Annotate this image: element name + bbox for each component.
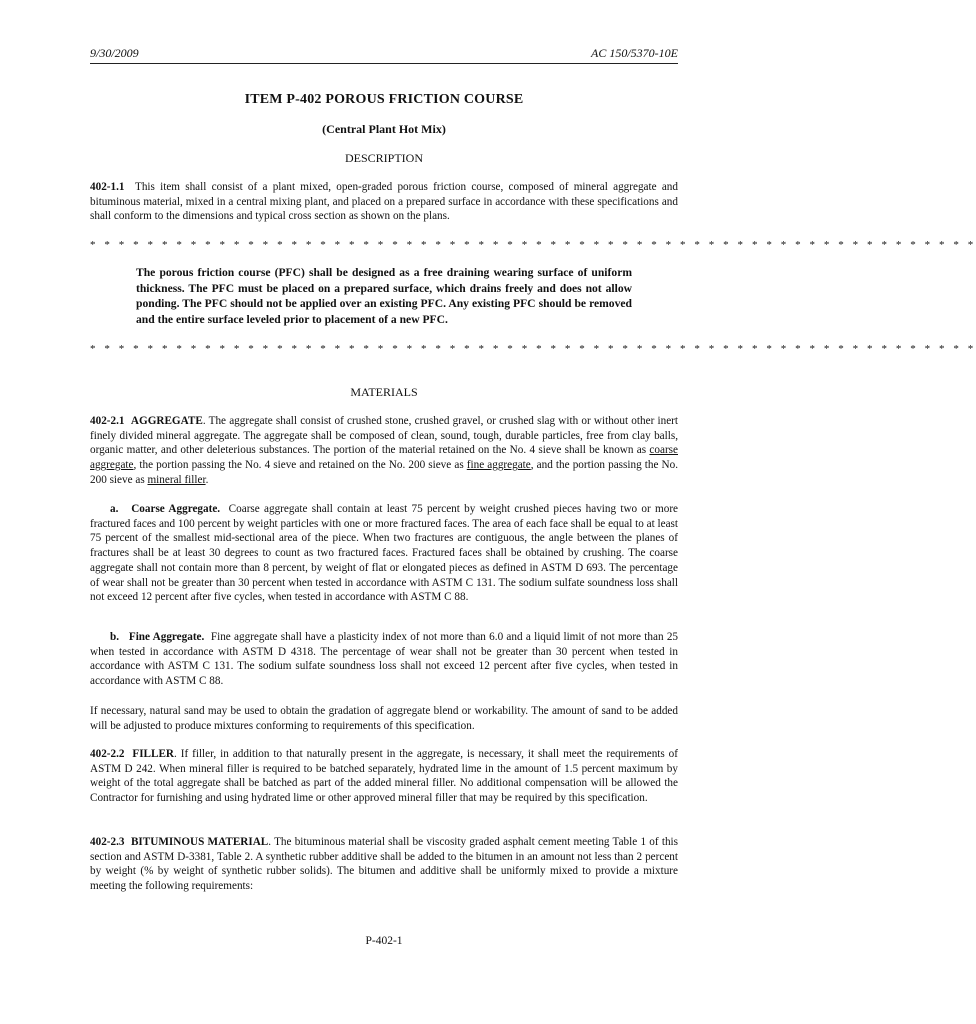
- paragraph-text: , the portion passing the No. 4 sieve and retained on the No. 200 sieve as: [133, 459, 467, 472]
- paragraph-402-2-2: [90, 747, 678, 806]
- header-rule: [90, 63, 678, 64]
- subitem-label: a.: [110, 503, 119, 515]
- paragraph-number: 402-2.2: [90, 748, 125, 760]
- header-date: 9/30/2009: [90, 46, 139, 60]
- item-title: ITEM P-402 POROUS FRICTION COURSE: [244, 92, 524, 107]
- separator-stars-top: * * * * * * * * * * * * * * * * * * * * * * * * * * * * * * * * * * * * * * * * * * * * * * * * * * * * * * * * * * * * * *: [90, 239, 976, 251]
- page-number: P-402-1: [365, 935, 403, 947]
- subitem-heading: Fine Aggregate.: [128, 631, 205, 643]
- subitem-heading: Coarse Aggregate.: [131, 503, 221, 515]
- paragraph-text: Coarse aggregate shall contain at least 75 percent by weight crushed pieces having two or more fractured faces and 100 percent by weight particles with one or more fractured faces. The area of each face shall be equal to at least 75 percent of the smallest mid-sectional area of the piece. When two fractures are contiguous, the angle between the planes of fractures shall be at least 30 degrees to count as two fractured faces. Fractured faces shall be obtained by crushing. The coarse aggregate shall not contain more than 8 percent, by weight of flat or elongated pieces as defined in ASTM D 693. The percentage of wear shall not be greater than 30 percent when tested in accordance with ASTM C 131. The sodium sulfate soundness loss shall not exceed 12 percent after five cycles, when tested in accordance with ASTM C 88.: [90, 503, 679, 604]
- paragraph-heading: FILLER: [132, 748, 175, 760]
- paragraph-number: 402-2.1: [90, 415, 125, 427]
- paragraph-number: 402-1.1: [90, 181, 125, 193]
- paragraph-402-2-3: [90, 835, 678, 894]
- paragraph-text: This item shall consist of a plant mixed, open-graded porous friction course, composed of mineral aggregate and bituminous material, mixed in a central mixing plant, and placed on a prepared surface in accordance with these specifications and shall conform to the dimensions and typical cross section as shown on the plans.: [90, 181, 678, 223]
- term-fine-aggregate: fine aggregate: [466, 459, 531, 472]
- paragraph-text: , and the portion passing the No. 200 sieve as: [90, 459, 679, 486]
- section-heading-materials: MATERIALS: [350, 385, 418, 399]
- paragraph-text: . The aggregate shall consist of crushed stone, crushed gravel, or crushed slag with or without other inert finely divided mineral aggregate. The aggregate shall be composed of clean, sound, tough, durable particles, free from clay balls, organic matter, and other deleterious substances. The portion of the material retained on the No. 4 sieve shall be known as: [90, 415, 679, 457]
- design-note: The porous friction course (PFC) shall be designed as a free draining wearing surface of uniform thickness. The PFC must be placed on a prepared surface, which drains freely and does not allow ponding. The PFC should not be applied over an existing PFC. Any existing PFC should be removed and the entire surface leveled prior to placement of a new PFC.: [136, 266, 632, 326]
- term-coarse-aggregate: coarse aggregate: [90, 444, 678, 472]
- paragraph-text: Fine aggregate shall have a plasticity index of not more than 6.0 and a liquid limit of not more than 25 when tested in accordance with ASTM D 4318. The percentage of wear shall not be greater than 30 percent when tested in accordance with ASTM C 131. The sodium sulfate soundness loss shall not exceed 12 percent after five cycles, when tested in accordance with ASTM C 88.: [90, 631, 679, 688]
- page-header: [90, 46, 678, 62]
- paragraph-402-2-1: [90, 414, 678, 488]
- section-heading-description: DESCRIPTION: [344, 151, 423, 165]
- subitem-label: b.: [110, 631, 120, 643]
- separator-stars-bottom: * * * * * * * * * * * * * * * * * * * * * * * * * * * * * * * * * * * * * * * * * * * * * * * * * * * * * * * * * * * * * *: [90, 343, 976, 355]
- paragraph-402-1-1: [90, 180, 678, 224]
- paragraph-text: . If filler, in addition to that naturally present in the aggregate, is necessary, it shall meet the requirements of ASTM D 242. When mineral filler is required to be batched separately, hydrated lime in the amount of 1.5 percent maximum by weight of the total aggregate shall be batched as part of the added mineral filler. No additional compensation will be allowed the Contractor for furnishing and using hydrated lime or other approved mineral filler that may be required by this specification.: [90, 748, 679, 805]
- header-doc-id: AC 150/5370-10E: [591, 46, 678, 60]
- paragraph-heading: BITUMINOUS MATERIAL: [130, 836, 269, 848]
- paragraph-fine-aggregate: [90, 630, 678, 689]
- paragraph-text: .: [205, 473, 209, 486]
- item-subtitle: (Central Plant Hot Mix): [322, 122, 446, 136]
- paragraph-natural-sand: If necessary, natural sand may be used to obtain the gradation of aggregate blend or workability. The amount of sand to be added will be adjusted to produce mixtures conforming to requirements of this specification.: [90, 705, 678, 732]
- paragraph-coarse-aggregate: [90, 502, 678, 605]
- paragraph-number: 402-2.3: [90, 836, 125, 848]
- paragraph-heading: AGGREGATE: [130, 415, 203, 427]
- paragraph-text: . The bituminous material shall be viscosity graded asphalt cement meeting Table 1 of this section and ASTM D-3381, Table 2. A synthetic rubber additive shall be added to the bitumen in an amount not less than 2 percent by weight (% by weight of synthetic rubber solids). The bitumen and additive shall be uniformly mixed to provide a mixture meeting the following requirements:: [90, 836, 678, 893]
- term-mineral-filler: mineral filler: [147, 473, 206, 486]
